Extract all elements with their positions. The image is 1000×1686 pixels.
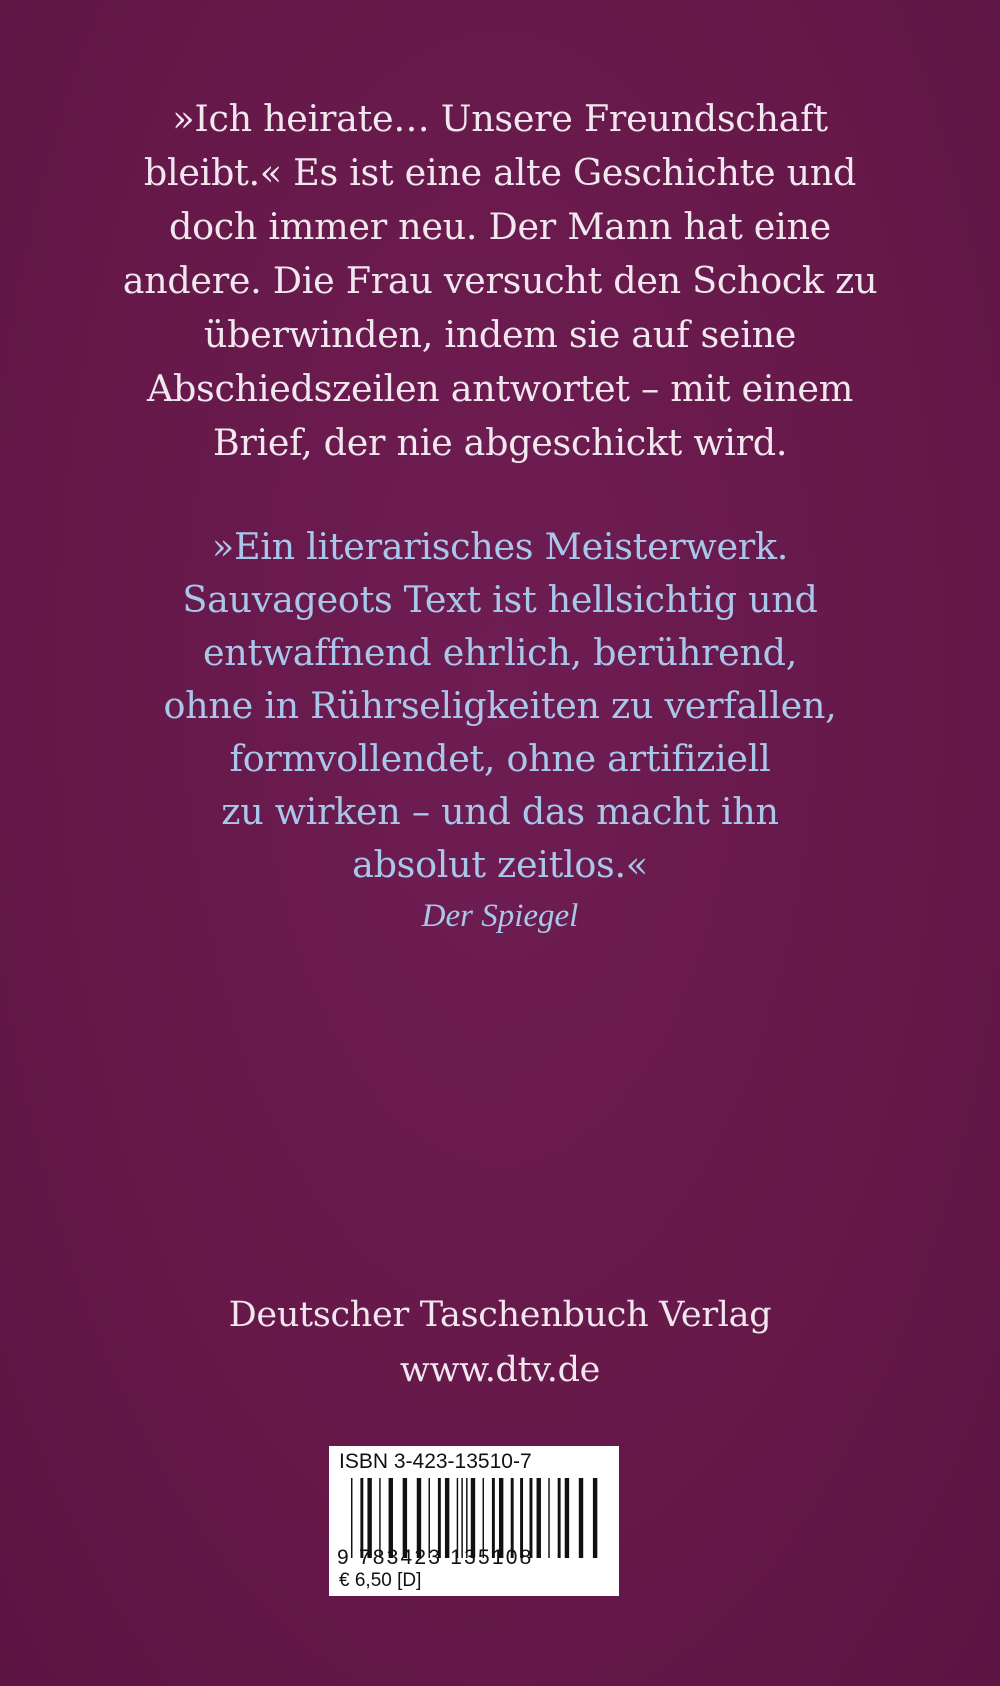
barcode-bar [593, 1478, 597, 1558]
quote-line: Sauvageots Text ist hellsichtig und [182, 578, 818, 621]
barcode-bar [558, 1478, 561, 1558]
barcode-bar [579, 1478, 583, 1558]
blurb-line: doch immer neu. Der Mann hat eine [169, 205, 831, 248]
barcode-bar [565, 1478, 569, 1558]
barcode-bar [548, 1478, 549, 1558]
blurb-line: bleibt.« Es ist eine alte Geschichte und [143, 151, 857, 194]
price-label: € 6,50 [D] [339, 1570, 422, 1591]
quote-source: Der Spiegel [421, 898, 579, 934]
publisher-name: Deutscher Taschenbuch Verlag [228, 1295, 772, 1335]
blurb-line: überwinden, indem sie auf seine [203, 313, 797, 356]
blurb-text [60, 92, 940, 470]
blurb-line: »Ich heirate… Unsere Freundschaft [172, 97, 828, 140]
quote-line: formvollendet, ohne artifiziell [229, 737, 771, 780]
blurb-line: andere. Die Frau versucht den Schock zu [122, 259, 878, 302]
barcode-bar [537, 1478, 541, 1558]
publisher-url: www.dtv.de [399, 1350, 601, 1390]
blurb-line: Abschiedszeilen antwortet – mit einem [146, 367, 854, 410]
ean-digits: 9 783423 135108 [337, 1546, 534, 1569]
quote-line: »Ein literarisches Meisterwerk. [211, 525, 789, 568]
quote-line: zu wirken – und das macht ihn [221, 790, 779, 833]
quote-line: absolut zeitlos.« [352, 843, 648, 886]
publisher-block [60, 1288, 940, 1398]
isbn-number: ISBN 3-423-13510-7 [339, 1450, 532, 1473]
review-quote [60, 520, 940, 891]
blurb-line: Brief, der nie abgeschickt wird. [212, 421, 788, 464]
quote-line: entwaffnend ehrlich, berührend, [202, 631, 798, 674]
quote-line: ohne in Rührseligkeiten zu verfallen, [163, 684, 837, 727]
barcode-label [329, 1446, 619, 1596]
